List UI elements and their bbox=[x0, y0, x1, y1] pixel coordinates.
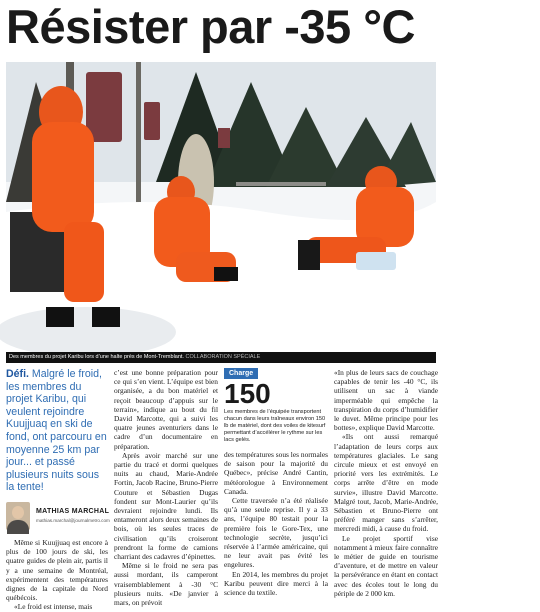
photo-caption-text: Des membres du projet Karibu lors d’une halte près de Mont-Tremblant. bbox=[9, 354, 184, 360]
fact-number: 150 bbox=[224, 378, 271, 409]
photo-caption bbox=[6, 352, 436, 363]
paragraph: «Le froid est intense, mais bbox=[14, 602, 93, 612]
headline: Résister par -35 °C bbox=[6, 0, 415, 53]
column-4 bbox=[334, 368, 438, 598]
paragraph: des températures sous les normales de saison pour la majorité du Québec», précise André Cantin, météorologue à Environnement Canada. bbox=[224, 450, 328, 496]
lead-label: Défi. bbox=[6, 368, 29, 380]
paragraph: Même si le froid ne sera pas aussi mordant, ils camperont vraisemblablement à -30 °C plusieurs nuits. «De janvier à mars, on prévoit bbox=[114, 561, 218, 608]
news-photo bbox=[6, 62, 436, 352]
author-email: mathias.marchal@journalmetro.com bbox=[36, 517, 110, 523]
column-3 bbox=[224, 368, 328, 597]
byline bbox=[6, 502, 108, 530]
paragraph: Même si Kuujjuaq est encore à plus de 100 jours de ski, les quatre guides de plein air, partis il y a une semaine de Montréal, expérimentent des températures dignes de la capitale du Nord québécois. bbox=[6, 537, 108, 603]
skiers-in-snow-illustration bbox=[6, 62, 436, 352]
lead-paragraph bbox=[6, 368, 108, 494]
paragraph: Après avoir marché sur une partie du tracé et dormi quelques nuits au chaud, Marie-Andrée Fortin, Jacob Racine, Bruno-Pierre Couture et Sébastien Dugas fondent sur Mont-Laurier qu’ils devraient rejoindre lundi. Ils entameront alors deux semaines de bois, où les seules traces de civilisation qu’ils croiseront prendront la forme de camions charriant des cadavres d’épinettes. bbox=[114, 450, 218, 562]
paragraph: c’est une bonne préparation pour ce qui s’en vient. L’équipe est bien organisée, a du bon matériel et reçoit beaucoup d’appuis sur le terrain», indique au bout du fil David Marcotte, qui a suivi les quatre jeunes aventuriers dans le cadre d’un documentaire en préparation. bbox=[114, 368, 218, 451]
column-1 bbox=[6, 368, 108, 612]
paragraph: Le projet sportif vise notamment à mieux faire connaître le métier de guide en tourisme d’aventure, et de mettre en valeur la persévérance en étant en contact avec des écoles tout le long du périple de 2 000 km. bbox=[334, 533, 438, 598]
lead-text: Malgré le froid, les membres du projet Karibu, qui veulent rejoindre Kuujjuaq en ski de fond, ont parcouru en moyenne 25 km par jour... et passé plusieurs nuits sous la tente! bbox=[6, 368, 107, 494]
column-2 bbox=[114, 368, 218, 607]
paragraph: «In plus de leurs sacs de couchage capables de tenir les -40 °C, ils utilisent un sac à viande imperméable qui empêche la transpiration du corps d’humidifier le duvet. Même principe pour les bottes», explique David Marcotte. bbox=[334, 368, 438, 433]
fact-box bbox=[224, 368, 328, 444]
author-photo bbox=[6, 502, 30, 530]
fact-tag: Charge bbox=[224, 368, 258, 379]
author-name: MATHIAS MARCHAL bbox=[36, 507, 110, 515]
paragraph: En 2014, les membres du projet Karibu peuvent dire merci à la science du textile. bbox=[224, 569, 328, 598]
paragraph: «Ils ont aussi remarqué l’adaptation de leurs corps aux températures glaciales. Le sang circule mieux et est envoyé en priorité vers les extrémités. Le corps arrête d’être en mode survie», illustre David Marcotte. Malgré tout, Jacob, Marie-Andrée, Sébastien et Bruno-Pierre ont préféré manger sans s’arrêter, mercredi midi, à cause du froid. bbox=[334, 432, 438, 534]
fact-description: Les membres de l’équipée transportent chacun dans leurs traîneaux environ 150 lb de matériel, dont des voiles de kitesurf permettant d’accélérer le rythme sur les lacs gelés. bbox=[224, 409, 326, 443]
photo-credit: COLLABORATION SPÉCIALE bbox=[185, 354, 261, 360]
paragraph: Cette traversée n’a été réalisée qu’à une seule reprise. Il y a 33 ans, l’équipe 80 testait pour la première fois le Gore-Tex, une technologie secrète, jusqu’ici réservée à l’armée américaine, qui ne leur avait pas évité les engelures. bbox=[224, 496, 328, 570]
